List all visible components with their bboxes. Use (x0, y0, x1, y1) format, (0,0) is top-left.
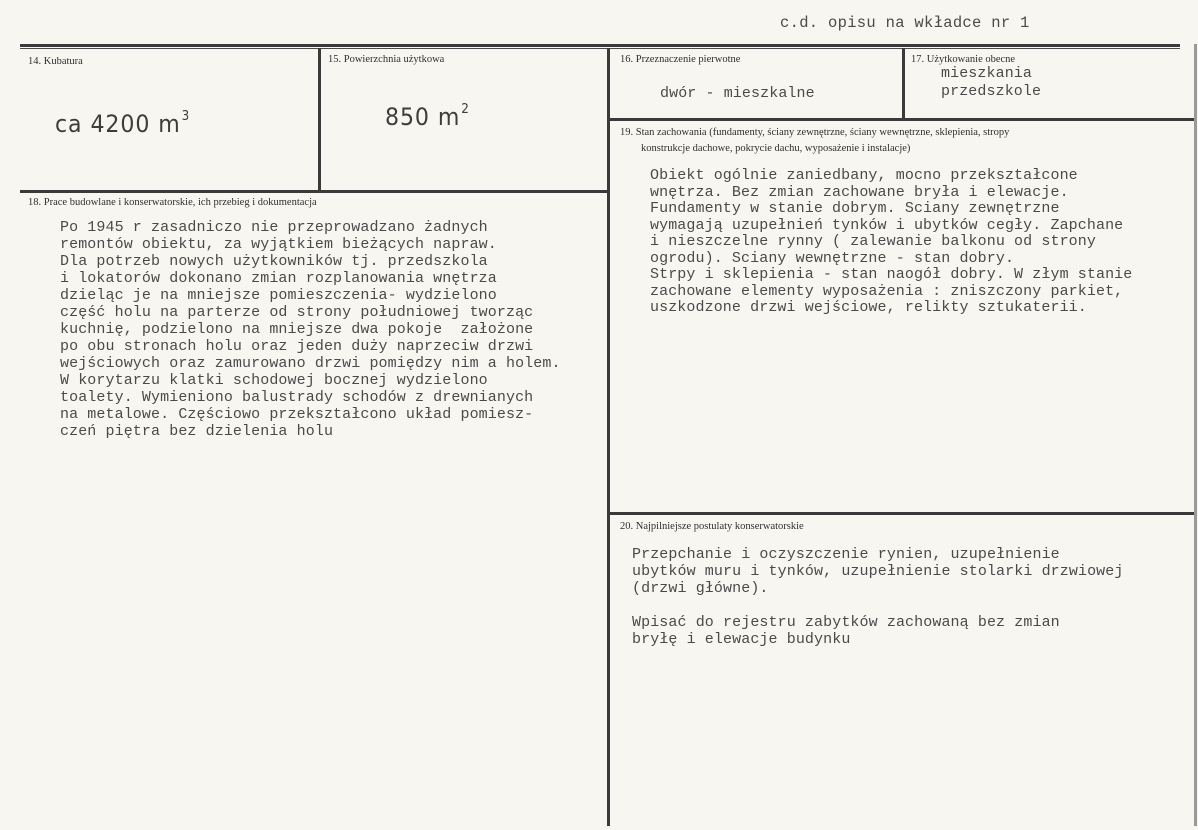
postulaty-label: 20. Najpilniejsze postulaty konserwatorskie (620, 521, 804, 532)
top-rule-thin (20, 48, 1180, 49)
stan-line: zachowane elementy wyposażenia : zniszczony parkiet, (650, 282, 1124, 300)
stan-line: Strpy i sklepienia - stan naogół dobry. W złym stanie (650, 266, 1133, 283)
postulaty-line: (drzwi główne). (632, 580, 769, 597)
stan-line: Obiekt ogólnie zaniedbany, mocno przekształcone (650, 167, 1078, 184)
divider-main (607, 48, 610, 826)
powierzchnia-main: 850 m (385, 103, 461, 131)
prace-line: Po 1945 r zasadniczo nie przeprowadzano żadnych (60, 219, 488, 236)
stan-label-2: konstrukcje dachowe, pokrycie dachu, wyposażenie i instalacje) (641, 143, 911, 154)
stan-line: ogrodu). Sciany wewnętrzne - stan dobry. (650, 249, 1015, 267)
postulaty-line: Przepchanie i oczyszczenie rynien, uzupełnienie (632, 546, 1060, 563)
rule-under-14-15 (20, 190, 610, 193)
prace-line: po obu stronach holu oraz jeden duży naprzeciw drzwi (60, 338, 534, 355)
rule-under-16-17 (607, 118, 1197, 121)
uzytkowanie-label: 17. Użytkowanie obecne (911, 54, 1016, 65)
kubatura-main: ca 4200 m (55, 110, 181, 138)
prace-line: toalety. Wymieniono balustrady schodów z drewnianych (60, 389, 534, 406)
prace-line: wejściowych oraz zamurowano drzwi pomiędzy nim a holem. (60, 355, 561, 372)
continuation-note: c.d. opisu na wkładce nr 1 (780, 14, 1030, 32)
kubatura-label: 14. Kubatura (28, 56, 83, 67)
postulaty-line: Wpisać do rejestru zabytków zachowaną bez zmian (632, 614, 1060, 631)
prace-line: dzieląc je na mniejsze pomieszczenia- wydzielono (60, 287, 497, 304)
przeznaczenie-label: 16. Przeznaczenie pierwotne (620, 54, 741, 65)
prace-line: Dla potrzeb nowych użytkowników tj. przedszkola (60, 253, 488, 270)
prace-line: część holu na parterze od strony południowej tworząc (60, 304, 534, 321)
postulaty-line: ubytków muru i tynków, uzupełnienie stolarki drzwiowej (632, 563, 1124, 580)
uzytkowanie-line-2: przedszkole (941, 83, 1042, 100)
divider-14-15 (318, 48, 321, 190)
prace-line: W korytarzu klatki schodowej bocznej wydzielono (60, 372, 488, 389)
prace-line: remontów obiektu, za wyjątkiem bieżących napraw. (60, 236, 497, 253)
rule-above-20 (607, 512, 1197, 515)
prace-line: kuchnię, podzielono na mniejsze dwa pokoje założone (60, 321, 534, 338)
prace-label: 18. Prace budowlane i konserwatorskie, ich przebieg i dokumentacja (28, 197, 317, 208)
stan-line: wnętrza. Bez zmian zachowane bryła i elewacje. (650, 183, 1069, 201)
powierzchnia-sup: 2 (461, 102, 470, 117)
powierzchnia-value (385, 103, 470, 131)
divider-16-17 (902, 48, 905, 118)
prace-line: na metalowe. Częściowo przekształcono układ pomiesz- (60, 406, 534, 423)
uzytkowanie-line-1: mieszkania (941, 65, 1033, 82)
stan-label-1: 19. Stan zachowania (fundamenty, ściany zewnętrzne, ściany wewnętrzne, sklepienia, stropy (620, 127, 1010, 138)
right-edge (1194, 44, 1197, 826)
prace-line: czeń piętra bez dzielenia holu (60, 423, 334, 440)
stan-line: wymagają uzupełnień tynków i ubytków cegły. Zapchane (650, 216, 1124, 234)
powierzchnia-label: 15. Powierzchnia użytkowa (328, 54, 445, 65)
kubatura-sup: 3 (181, 109, 191, 124)
stan-line: Fundamenty w stanie dobrym. Sciany zewnętrzne (650, 200, 1060, 217)
prace-line: i lokatorów dokonano zmian rozplanowania wnętrza (60, 270, 497, 287)
przeznaczenie-value: dwór - mieszkalne (660, 85, 815, 102)
kubatura-value (55, 110, 190, 138)
postulaty-line: bryłę i elewacje budynku (632, 631, 851, 648)
stan-line: uszkodzone drzwi wejściowe, relikty sztukaterii. (650, 299, 1087, 316)
top-rule (20, 44, 1180, 47)
stan-line: i nieszczelne rynny ( zalewanie balkonu od strony (650, 233, 1096, 250)
